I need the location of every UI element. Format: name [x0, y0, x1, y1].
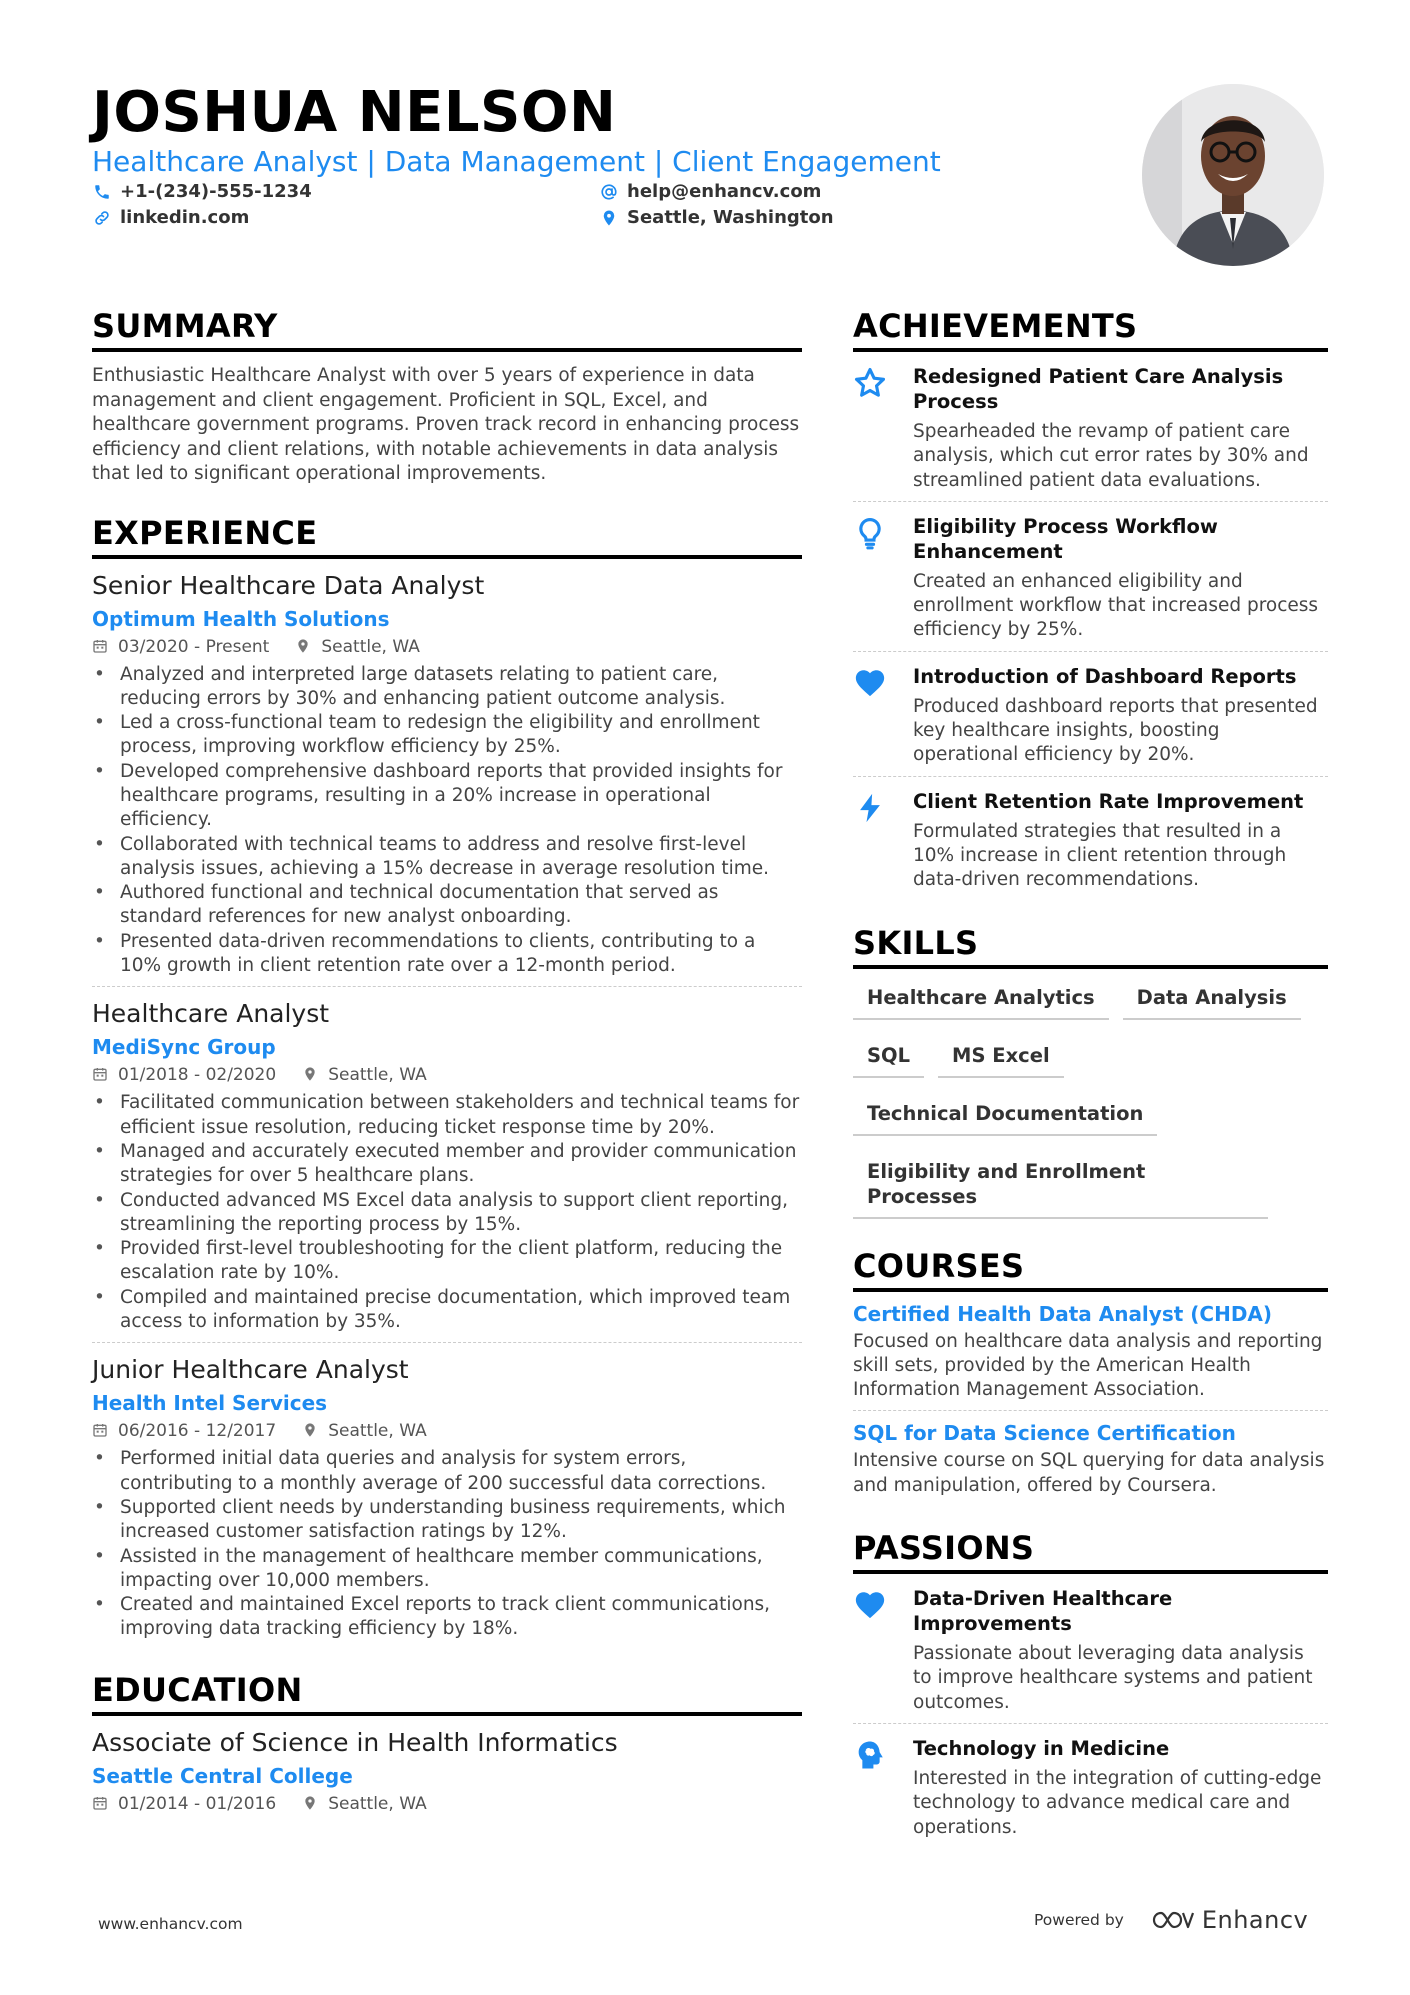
- skills-list: [853, 977, 1328, 1234]
- achievement-title: Client Retention Rate Improvement: [913, 789, 1304, 813]
- achievement-title: Eligibility Process Workflow Enhancement: [913, 514, 1218, 563]
- achievement-item: [853, 664, 1328, 768]
- bullet-item: • Compiled and maintained precise documentation, which improved team access to information by 35%.: [92, 1286, 802, 1335]
- contact-location: [599, 206, 834, 230]
- brain-head-icon: [853, 1736, 913, 1840]
- summary-text: Enthusiastic Healthcare Analyst with over 5 years of experience in data management and client engagement. Proficient in SQL, Excel, and healthcare government programs. Proven track record in enhancing process efficiency and client relations, with notable achievements in data analysis that led to significant operational improvements.: [92, 365, 800, 484]
- achievement-title: Introduction of Dashboard Reports: [913, 664, 1297, 688]
- bullet-item: • Led a cross-functional team to redesign the eligibility and enrollment process, improving workflow efficiency by 25%.: [92, 711, 802, 760]
- passion-title: Data-Driven Healthcare Improvements: [913, 1587, 1173, 1636]
- profile-photo: [1142, 84, 1324, 266]
- achievement-title: Redesigned Patient Care Analysis Process: [913, 365, 1284, 413]
- divider: [853, 501, 1328, 502]
- passion-desc: Passionate about leveraging data analysis to improve healthcare systems and patient outcomes.: [913, 1643, 1313, 1713]
- enhancv-logo[interactable]: [1150, 1906, 1308, 1934]
- job-meta: [92, 1063, 802, 1087]
- powered-by-label: Powered by: [1034, 1911, 1124, 1929]
- company-name: Optimum Health Solutions: [92, 606, 390, 631]
- brand-name: Enhancv: [1201, 1906, 1309, 1934]
- achievement-desc: Spearheaded the revamp of patient care analysis, which cut error rates by 30% and streamlined patient data evaluations.: [913, 421, 1309, 491]
- courses-heading: COURSES: [853, 1246, 1328, 1292]
- job-meta: [92, 1419, 802, 1443]
- divider: [853, 776, 1328, 777]
- job-bullets: [92, 663, 802, 979]
- company-name: Health Intel Services: [92, 1391, 328, 1416]
- bullet-item: • Created and maintained Excel reports to track client communications, improving data tracking efficiency by 18%.: [92, 1593, 802, 1642]
- skill-tag: SQL: [853, 1035, 924, 1078]
- email-text: help@enhancv.com: [627, 181, 822, 202]
- bullet-item: • Facilitated communication between stakeholders and technical teams for efficient issue resolution, reducing ticket response time by 20%.: [92, 1091, 802, 1140]
- course-item: [853, 1419, 1328, 1498]
- heart-icon: [853, 1586, 913, 1715]
- bullet-item: • Performed initial data queries and analysis for system errors, contributing to a monthly average of 200 successful data corrections.: [92, 1447, 802, 1496]
- job-location: Seattle, WA: [321, 636, 420, 657]
- linkedin-text: linkedin.com: [120, 207, 250, 228]
- passion-title: Technology in Medicine: [913, 1736, 1170, 1760]
- experience-heading: EXPERIENCE: [92, 513, 802, 559]
- bullet-item: • Presented data-driven recommendations to clients, contributing to a 10% growth in client retention rate over a 12-month period.: [92, 930, 802, 979]
- course-desc: Focused on healthcare data analysis and reporting skill sets, provided by the American Health Information Management Association.: [853, 1330, 1323, 1401]
- divider: [853, 1410, 1328, 1411]
- education-meta: [92, 1792, 802, 1816]
- course-title: Certified Health Data Analyst (CHDA): [853, 1301, 1273, 1326]
- at-icon: [599, 182, 619, 202]
- calendar-icon: [92, 1066, 110, 1084]
- achievement-desc: Created an enhanced eligibility and enrollment workflow that increased process efficiency by 25%.: [913, 570, 1319, 641]
- achievement-desc: Formulated strategies that resulted in a 10% increase in client retention through data-driven recommendations.: [913, 820, 1287, 891]
- left-column: [92, 306, 802, 1816]
- job-location: Seattle, WA: [328, 1421, 427, 1442]
- passion-item: [853, 1736, 1328, 1840]
- job-bullets: [92, 1447, 802, 1641]
- education-location: Seattle, WA: [328, 1793, 427, 1814]
- divider: [853, 1723, 1328, 1724]
- bullet-item: • Authored functional and technical documentation that served as standard references for new analyst onboarding.: [92, 881, 802, 930]
- bullet-item: • Collaborated with technical teams to address and resolve first-level analysis issues, achieving a 15% decrease in average resolution time.: [92, 833, 802, 882]
- education-entry: [92, 1726, 802, 1816]
- location-pin-icon: [302, 1422, 320, 1440]
- phone-icon: [92, 182, 112, 202]
- candidate-name: JOSHUA NELSON: [92, 80, 617, 145]
- calendar-icon: [92, 1795, 110, 1813]
- bullet-item: • Assisted in the management of healthcare member communications, impacting over 10,000 members.: [92, 1545, 802, 1594]
- job-meta: [92, 635, 802, 659]
- location-text: Seattle, Washington: [627, 207, 834, 228]
- divider: [853, 651, 1328, 652]
- skill-tag: Technical Documentation: [853, 1093, 1157, 1136]
- achievements-heading: ACHIEVEMENTS: [853, 306, 1328, 352]
- bullet-item: • Developed comprehensive dashboard reports that provided insights for healthcare programs, resulting in a 20% increase in operational efficiency.: [92, 760, 802, 833]
- divider: [92, 986, 802, 987]
- location-pin-icon: [302, 1066, 320, 1084]
- phone-text: +1-(234)-555-1234: [120, 181, 312, 202]
- star-icon: [853, 364, 913, 493]
- achievement-desc: Produced dashboard reports that presented key healthcare insights, boosting operational efficiency by 20%.: [913, 695, 1318, 766]
- achievement-item: [853, 789, 1328, 893]
- passion-desc: Interested in the integration of cutting-edge technology to advance medical care and operations.: [913, 1767, 1322, 1838]
- location-pin-icon: [599, 208, 619, 228]
- skill-tag: Data Analysis: [1123, 977, 1301, 1020]
- job-location: Seattle, WA: [328, 1065, 427, 1086]
- bullet-item: • Analyzed and interpreted large datasets relating to patient care, reducing errors by 30% and enhancing patient outcome analysis.: [92, 663, 802, 712]
- job-dates: 06/2016 - 12/2017: [118, 1421, 277, 1442]
- course-desc: Intensive course on SQL querying for data analysis and manipulation, offered by Coursera.: [853, 1450, 1325, 1496]
- passions-heading: PASSIONS: [853, 1528, 1328, 1574]
- lightbulb-icon: [853, 514, 913, 643]
- education-dates: 01/2014 - 01/2016: [118, 1793, 277, 1814]
- footer-powered-by: [1034, 1906, 1308, 1934]
- skill-tag: Healthcare Analytics: [853, 977, 1109, 1020]
- bullet-item: • Conducted advanced MS Excel data analysis to support client reporting, streamlining the reporting process by 15%.: [92, 1189, 802, 1238]
- calendar-icon: [92, 638, 110, 656]
- job-title: Senior Healthcare Data Analyst: [92, 570, 485, 600]
- contact-email[interactable]: [599, 180, 821, 204]
- heart-icon: [853, 664, 913, 768]
- bullet-item: • Provided first-level troubleshooting for the client platform, reducing the escalation rate by 10%.: [92, 1237, 802, 1286]
- education-heading: EDUCATION: [92, 1670, 802, 1716]
- bullet-item: • Supported client needs by understanding business requirements, which increased customer satisfaction ratings by 12%.: [92, 1496, 802, 1545]
- lightning-icon: [853, 789, 913, 893]
- job-title: Junior Healthcare Analyst: [92, 1355, 409, 1385]
- enhancv-logo-icon: [1150, 1908, 1196, 1932]
- experience-entry: [92, 569, 802, 988]
- job-title: Healthcare Analyst: [92, 999, 330, 1029]
- footer-website[interactable]: www.enhancv.com: [98, 1915, 243, 1933]
- skills-heading: SKILLS: [853, 923, 1328, 969]
- location-pin-icon: [295, 638, 313, 656]
- calendar-icon: [92, 1422, 110, 1440]
- degree-title: Associate of Science in Health Informatics: [92, 1727, 618, 1757]
- location-pin-icon: [302, 1795, 320, 1813]
- summary-heading: SUMMARY: [92, 306, 802, 352]
- divider: [92, 1342, 802, 1343]
- bullet-item: • Managed and accurately executed member and provider communication strategies for over 5 healthcare plans.: [92, 1140, 802, 1189]
- skill-tag: Eligibility and Enrollment Processes: [853, 1151, 1268, 1219]
- course-item: [853, 1300, 1328, 1403]
- achievement-item: [853, 514, 1328, 643]
- job-bullets: [92, 1091, 802, 1334]
- experience-entry: [92, 997, 802, 1343]
- school-name: Seattle Central College: [92, 1763, 353, 1788]
- headline: Healthcare Analyst | Data Management | Client Engagement: [92, 145, 941, 178]
- skill-tag: MS Excel: [938, 1035, 1064, 1078]
- right-column: [853, 306, 1328, 1840]
- experience-entry: [92, 1353, 802, 1641]
- course-title: SQL for Data Science Certification: [853, 1421, 1236, 1446]
- company-name: MediSync Group: [92, 1035, 276, 1060]
- contact-phone: [92, 180, 312, 204]
- passion-item: [853, 1586, 1328, 1715]
- job-dates: 01/2018 - 02/2020: [118, 1065, 277, 1086]
- job-dates: 03/2020 - Present: [118, 636, 270, 657]
- link-icon: [92, 208, 112, 228]
- contact-linkedin[interactable]: [92, 206, 249, 230]
- achievement-item: [853, 364, 1328, 493]
